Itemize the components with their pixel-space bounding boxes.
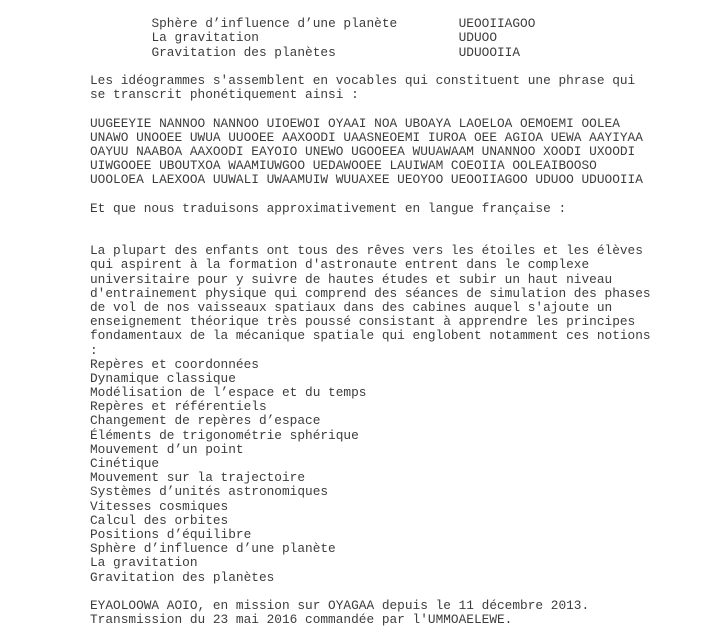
translation-line: universitaire pour y suivre de hautes études et subir un haut niveau [90,271,613,287]
footer-line: Transmission du 23 mai 2016 commandée par l'UMMOAELEWE. [90,612,513,628]
translation-line: de vol de nos vaisseaux spatiaux dans des cabines auquel s'ajoute un [90,299,613,315]
translation-line: : [90,342,98,358]
glossary-row [90,3,720,32]
notion-item: Mouvement sur la trajectoire [90,470,306,486]
phonetic-block [90,117,720,188]
translation-intro: Et que nous traduisons approximativement en langue française : [90,200,567,216]
notion-item: Mouvement d’un point [90,441,244,457]
phonetic-line: UOOLOEA LAEXOOA UUWALI UWAAMUIW WUUAXEE UEOYOO UEOOIIAGOO UDUOO UDUOOIIA [90,172,643,188]
footer-line: EYAOLOOWA AOIO, en mission sur OYAGAA depuis le 11 décembre 2013. [90,597,590,613]
notion-item: Repères et référentiels [90,399,267,415]
translation-paragraph [90,244,720,358]
translation-line: qui aspirent à la formation d'astronaute entrent dans le complexe [90,257,590,273]
notion-item: Systèmes d’unités astronomiques [90,484,329,500]
notion-item: Vitesses cosmiques [90,498,229,514]
notion-item: Calcul des orbites [90,512,229,528]
glossary-term: La gravitation [151,30,259,46]
translation-line: enseignement théorique très poussé consistant à apprendre les principes [90,314,636,330]
glossary-table [90,3,720,60]
notion-item: Modélisation de l’espace et du temps [90,385,367,401]
footer-block [90,599,720,627]
notion-item: La gravitation [90,555,198,571]
phonetic-line: UIWGOOEE UBOUTXOA WAAMIUWGOO UEDAWOOEE LAUIWAM COEOIIA OOLEAIBOOSO [90,158,597,174]
blank-gap [90,102,720,116]
glossary-code: UDUOOIIA [458,44,521,60]
glossary-term: Gravitation des planètes [151,44,336,60]
notion-item: Positions d’équilibre [90,526,252,542]
blank-gap [90,187,720,201]
intro-line: Les idéogrammes s'assemblent en vocables qui constituent une phrase qui [90,72,636,88]
notion-item: Éléments de trigonométrie sphérique [90,427,359,443]
notion-item: Dynamique classique [90,370,236,386]
blank-gap [90,585,720,599]
intro-line: se transcrit phonétiquement ainsi : [90,87,359,103]
translation-line: d'entrainement physique qui comprend des séances de simulation des phases [90,285,651,301]
translation-line: La plupart des enfants ont tous des rêves vers les étoiles et les élèves [90,243,643,259]
notion-item: Gravitation des planètes [90,569,275,585]
intro-paragraph [90,74,720,102]
translation-line: fondamentaux de la mécanique spatiale qui englobent notamment ces notions [90,328,651,344]
blank-gap [90,216,720,244]
notion-item: Repères et coordonnées [90,356,259,372]
notion-item: Sphère d’influence d’une planète [90,541,336,557]
glossary-code: UEOOIIAGOO [458,16,536,32]
notion-item: Changement de repères d’espace [90,413,321,429]
glossary-code: UDUOO [458,30,498,46]
glossary-term: Sphère d’influence d’une planète [151,16,398,32]
phonetic-line: UNAWO UNOOEE UWUA UUOOEE AAXOODI UAASNEOEMI IUROA OEE AGIOA UEWA AAYIYAA [90,129,643,145]
notion-item: Cinétique [90,456,160,472]
phonetic-line: OAYUU NAABOA AAXOODI EAYOIO UNEWO UGOOEEA WUUAWAAM UNANNOO XOODI UXOODI [90,143,636,159]
notions-list [90,358,720,585]
phonetic-line: UUGEEYIE NANNOO NANNOO UIOEWOI OYAAI NOA UBOAYA LAOELOA OEMOEMI OOLEA [90,115,620,131]
